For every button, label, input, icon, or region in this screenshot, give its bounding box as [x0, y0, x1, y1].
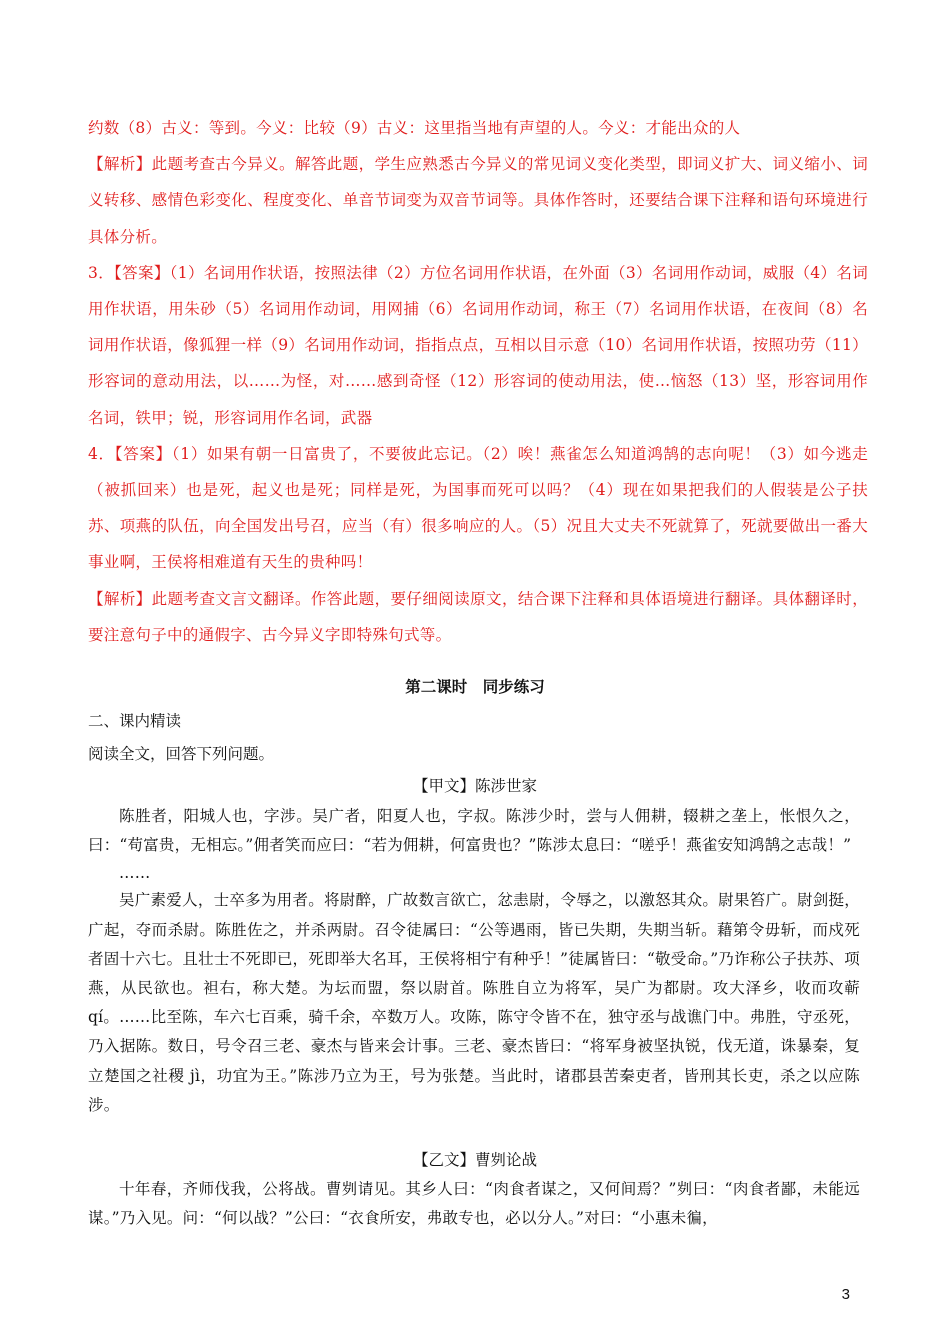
text-b-title: 【乙文】曹刿论战 [412, 1151, 537, 1169]
analysis-2: 【解析】此题考查古今异义。解答此题，学生应熟悉古今异义的常见词义变化类型，即词义扩大、词义缩小、词义转移、感情色彩变化、程度变化、单音节词变为双音节词等。具体作答时，还要结合课下注释和语句环境进行具体分析。 [88, 155, 868, 246]
section-heading: 第二课时 同步练习 [405, 677, 545, 696]
answer-4: 4．【答案】（1）如果有朝一日富贵了，不要彼此忘记。（2）唉！燕雀怎么知道鸿鹄的志向呢！（3）如今逃走（被抓回来）也是死，起义也是死；同样是死，为国事而死可以吗？（4）现在如果把我们的人假装是公子扶苏、项燕的队伍，向全国发出号召，应当（有）很多响应的人。（5）况且大丈夫不死就算了，死就要做出一番大事业啊，王侯将相难道有天生的贵种吗！ [88, 444, 868, 572]
instruction: 阅读全文，回答下列问题。 [88, 745, 275, 763]
text-a-body [88, 802, 860, 1120]
text-b-paragraph-1: 十年春，齐师伐我，公将战。曹刿请见。其乡人曰：“肉食者谋之，又何间焉？”刿曰：“肉食者鄙，未能远谋。”乃入见。问：“何以战？”公曰：“衣食所安，弗敢专也，必以分人。”对曰：“小惠未徧， [88, 1180, 860, 1228]
answer-2-tail: 约数（8）古义：等到。今义：比较（9）古义：这里指当地有声望的人。今义：才能出众的人 [88, 119, 741, 137]
answer-3: 3．【答案】（1）名词用作状语，按照法律（2）方位名词用作状语，在外面（3）名词用作动词，威服（4）名词用作状语，用朱砂（5）名词用作动词，用网捕（6）名词用作动词，称王（7）名词用作状语，在夜间（8）名词用作状语，像狐狸一样（9）名词用作动词，指指点点，互相以目示意（10）名词用作状语，按照功劳（11）形容词的意动用法，以……为怪，对……感到奇怪（12）形容词的使动用法，使…恼怒（13）坚，形容词用作名词，铁甲；锐，形容词用作名词，武器 [88, 263, 868, 427]
page-number: 3 [841, 1286, 850, 1303]
answer-section [88, 110, 868, 653]
text-a-title: 【甲文】陈涉世家 [412, 777, 537, 795]
subsection-label: 二、课内精读 [88, 712, 182, 730]
text-a-ellipsis: …… [119, 864, 151, 883]
text-a-paragraph-2: 吴广素爱人，士卒多为用者。将尉醉，广故数言欲亡，忿恚尉，令辱之，以激怒其众。尉果笞广。尉剑挺，广起，夺而杀尉。陈胜佐之，并杀两尉。召令徒属曰：“公等遇雨，皆已失期，失期当斩。藉第令毋斩，而戍死者固十六七。且壮士不死即已，死即举大名耳，王侯将相宁有种乎！”徒属皆曰：“敬受命。”乃诈称公子扶苏、项燕，从民欲也。袒右，称大楚。为坛而盟，祭以尉首。陈胜自立为将军，吴广为都尉。攻大泽乡，收而攻蕲 qí。……比至陈，车六七百乘，骑千余，卒数万人。攻陈，陈守令皆不在，独守丞与战谯门中。弗胜，守丞死，乃入据陈。数日，号令召三老、豪杰与皆来会计事。三老、豪杰皆曰：“将军身被坚执锐，伐无道，诛暴秦，复立楚国之社稷 jì，功宜为王。”陈涉乃立为王，号为张楚。当此时，诸郡县苦秦吏者，皆刑其长吏，杀之以应陈涉。 [88, 891, 860, 1114]
text-b-body [88, 1175, 860, 1233]
text-a-paragraph-1: 陈胜者，阳城人也，字涉。吴广者，阳夏人也，字叔。陈涉少时，尝与人佣耕，辍耕之垄上，怅恨久之，曰：“苟富贵，无相忘。”佣者笑而应曰：“若为佣耕，何富贵也？”陈涉太息曰：“嗟乎！燕雀安知鸿鹄之志哉！” [88, 807, 860, 855]
analysis-4: 【解析】此题考查文言文翻译。作答此题，要仔细阅读原文，结合课下注释和具体语境进行翻译。具体翻译时，要注意句子中的通假字、古今异义字即特殊句式等。 [88, 589, 868, 644]
